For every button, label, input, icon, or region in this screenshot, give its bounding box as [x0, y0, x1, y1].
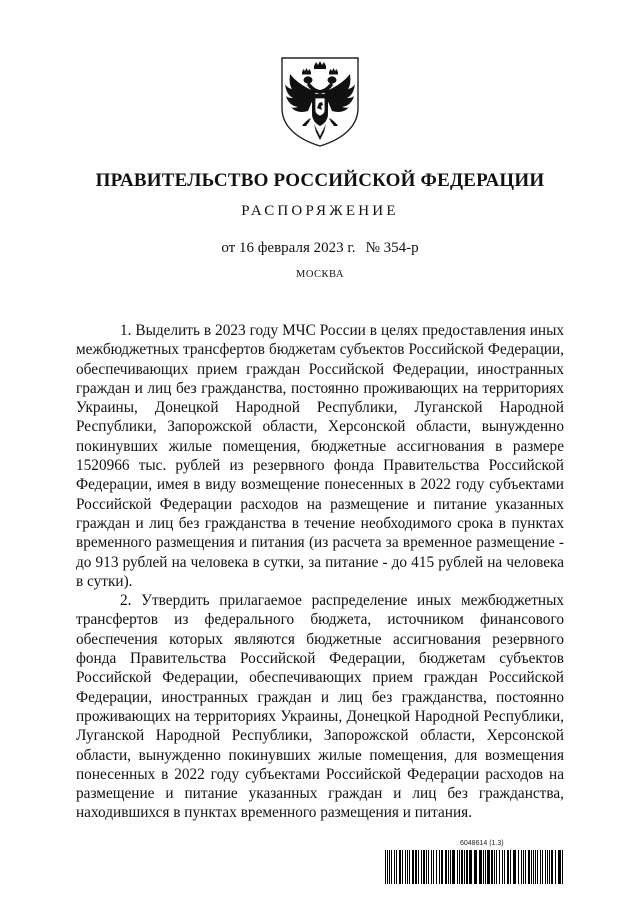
document-number: № 354-р: [365, 240, 419, 256]
barcode-area: [384, 840, 566, 886]
barcode-icon: [384, 850, 566, 884]
state-emblem-icon: [278, 56, 362, 148]
document-body: [76, 321, 564, 823]
paragraph-2: 2. Утвердить прилагаемое распределение иных межбюджетных трансфертов из федерального бюджета, источником финансового обеспечения которых являются бюджетные ассигнования резервного фонда Правительства Российской Федерации, бюджетам субъектов Российской Федерации, обеспечивающих прием граждан Российской Федерации, иностранных граждан и лиц без гражданства, постоянно проживающих на территориях Украины, Донецкой Народной Республики, Луганской Народной Республики, Запорожской области, Херсонской области, вынужденно покинувших жилые помещения, для возмещения понесенных в 2022 году субъектами Российской Федерации расходов на размещение и питание указанных граждан и лиц без гражданства, находившихся в пунктах временного размещения и питания.: [76, 592, 564, 822]
barcode-label: 6048614 (1.3): [460, 840, 504, 847]
paragraph-1: 1. Выделить в 2023 году МЧС России в целях предоставления иных межбюджетных трансфертов бюджетам субъектов Российской Федерации, обеспечивающих прием граждан Российской Федерации, иностранных граждан и лиц без гражданства, постоянно проживающих на территориях Украины, Донецкой Народной Республики, Луганской Народной Республики, Запорожской области, Херсонской области, вынужденно покинувших жилые помещения, бюджетные ассигнования в размере 1520966 тыс. рублей из резервного фонда Правительства Российской Федерации, имея в виду возмещение понесенных в 2022 году субъектами Российской Федерации расходов на размещение и питание указанных граждан и лиц без гражданства в течение необходимого срока в пунктах временного размещения и питания (из расчета за временное размещение - до 913 рублей на человека в сутки, за питание - до 415 рублей на человека в сутки).: [76, 322, 564, 590]
document-type: РАСПОРЯЖЕНИЕ: [241, 203, 399, 219]
document-city: МОСКВА: [296, 269, 344, 280]
document-date-line: [0, 240, 640, 257]
government-title: ПРАВИТЕЛЬСТВО РОССИЙСКОЙ ФЕДЕРАЦИИ: [95, 170, 545, 191]
document-date: от 16 февраля 2023 г.: [221, 240, 356, 256]
